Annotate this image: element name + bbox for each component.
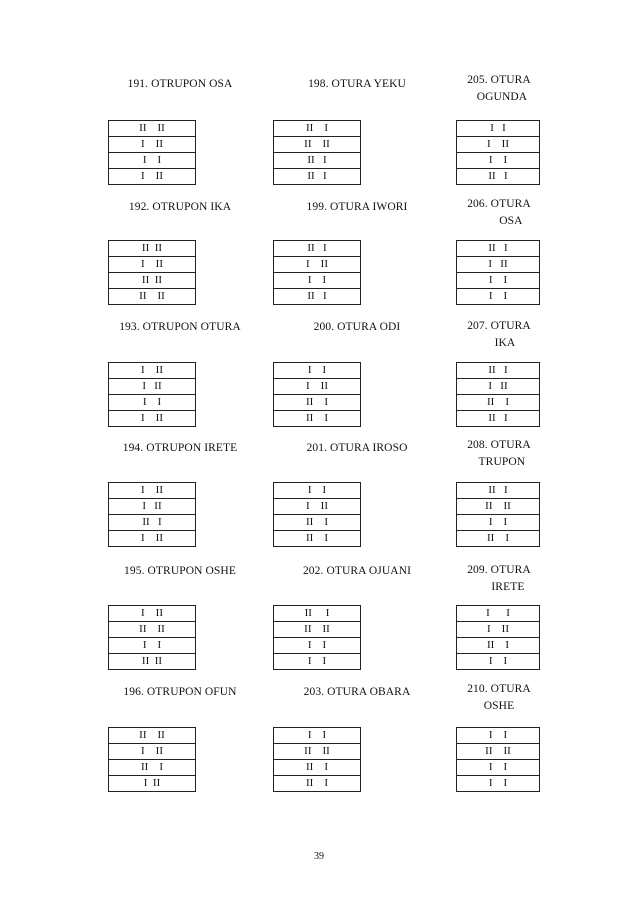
odu-sign-row: [274, 606, 361, 622]
odu-sign-marks: I II: [109, 606, 196, 622]
odu-title: 191. OTRUPON OSA: [127, 78, 233, 90]
odu-sign-row: [457, 137, 540, 153]
odu-sign-row: [457, 289, 540, 305]
odu-sign-marks: II I: [274, 515, 361, 531]
odu-sign-row: [457, 153, 540, 169]
odu-sign-row: [274, 515, 361, 531]
odu-sign-row: [109, 531, 196, 547]
odu-title: 210. OTURA OSHE: [467, 683, 531, 712]
odu-sign-marks: II II: [274, 622, 361, 638]
odu-sign-row: [274, 273, 361, 289]
odu-sign-row: [274, 363, 361, 379]
odu-sign-row: [109, 411, 196, 427]
odu-sign-table: [273, 120, 361, 185]
odu-title: 192. OTRUPON IKA: [128, 201, 232, 213]
odu-sign-marks: II I: [274, 776, 361, 792]
odu-sign-marks: II II: [109, 121, 196, 137]
odu-sign-table: [108, 727, 196, 792]
odu-title: 193. OTRUPON OTURA: [119, 321, 241, 333]
odu-sign-row: [457, 273, 540, 289]
odu-sign-row: [457, 379, 540, 395]
odu-sign-marks: I I: [109, 395, 196, 411]
odu-sign-table: [273, 482, 361, 547]
odu-sign-row: [109, 289, 196, 305]
odu-sign-row: [274, 483, 361, 499]
odu-sign-row: [109, 515, 196, 531]
odu-sign-marks: II I: [457, 241, 540, 257]
odu-sign-marks: I II: [109, 169, 196, 185]
odu-sign-marks: II I: [274, 606, 361, 622]
odu-sign-marks: I II: [109, 776, 196, 792]
odu-sign-marks: II I: [274, 411, 361, 427]
odu-sign-marks: II I: [274, 760, 361, 776]
odu-sign-marks: I I: [274, 363, 361, 379]
odu-sign-marks: II I: [457, 638, 540, 654]
odu-sign-row: [109, 169, 196, 185]
odu-sign-row: [457, 363, 540, 379]
odu-sign-marks: I II: [457, 257, 540, 273]
odu-sign-table: [108, 120, 196, 185]
odu-sign-marks: II I: [274, 289, 361, 305]
odu-sign-table: [108, 362, 196, 427]
odu-sign-row: [457, 728, 540, 744]
odu-sign-marks: II II: [457, 744, 540, 760]
odu-sign-row: [274, 395, 361, 411]
odu-sign-marks: I I: [457, 273, 540, 289]
odu-sign-table: [108, 605, 196, 670]
odu-title: 206. OTURA OSA: [467, 198, 531, 227]
odu-sign-row: [274, 744, 361, 760]
odu-sign-marks: I II: [109, 499, 196, 515]
odu-sign-marks: II I: [109, 760, 196, 776]
odu-sign-marks: I II: [109, 411, 196, 427]
odu-sign-row: [109, 744, 196, 760]
odu-sign-row: [274, 728, 361, 744]
odu-sign-marks: II I: [457, 363, 540, 379]
odu-sign-table: [273, 240, 361, 305]
odu-sign-row: [274, 153, 361, 169]
odu-sign-table: [456, 240, 540, 305]
odu-title: 203. OTURA OBARA: [303, 686, 411, 698]
odu-sign-marks: II I: [457, 395, 540, 411]
odu-sign-row: [109, 379, 196, 395]
odu-sign-row: [457, 760, 540, 776]
odu-sign-marks: I I: [457, 515, 540, 531]
odu-sign-table: [456, 482, 540, 547]
odu-sign-marks: I II: [109, 531, 196, 547]
odu-sign-row: [457, 499, 540, 515]
odu-sign-marks: II II: [274, 744, 361, 760]
odu-sign-table: [108, 482, 196, 547]
odu-sign-row: [109, 606, 196, 622]
odu-title: 200. OTURA ODI: [313, 321, 401, 333]
odu-sign-marks: II II: [109, 241, 196, 257]
odu-sign-row: [274, 289, 361, 305]
odu-sign-row: [457, 515, 540, 531]
odu-sign-marks: II I: [274, 169, 361, 185]
odu-sign-marks: I I: [274, 638, 361, 654]
odu-sign-row: [274, 531, 361, 547]
odu-sign-marks: II I: [109, 515, 196, 531]
odu-sign-row: [274, 241, 361, 257]
odu-sign-row: [274, 638, 361, 654]
odu-title: 195. OTRUPON OSHE: [124, 565, 236, 577]
odu-sign-row: [457, 257, 540, 273]
odu-sign-row: [109, 273, 196, 289]
odu-sign-table: [456, 605, 540, 670]
odu-sign-row: [457, 744, 540, 760]
odu-sign-row: [109, 257, 196, 273]
odu-sign-marks: I II: [109, 257, 196, 273]
odu-sign-marks: II I: [457, 531, 540, 547]
odu-title: 196. OTRUPON OFUN: [123, 686, 237, 698]
odu-sign-row: [109, 153, 196, 169]
odu-sign-row: [274, 169, 361, 185]
odu-title: 209. OTURA IRETE: [467, 564, 531, 593]
odu-sign-row: [457, 169, 540, 185]
odu-sign-row: [109, 241, 196, 257]
odu-sign-marks: I II: [274, 499, 361, 515]
odu-title: 198. OTURA YEKU: [308, 78, 406, 90]
odu-sign-row: [457, 411, 540, 427]
odu-sign-row: [274, 257, 361, 273]
odu-sign-row: [274, 379, 361, 395]
odu-sign-marks: I II: [109, 744, 196, 760]
odu-sign-row: [274, 137, 361, 153]
odu-sign-marks: I I: [274, 728, 361, 744]
odu-sign-row: [274, 411, 361, 427]
odu-sign-marks: I II: [274, 379, 361, 395]
odu-sign-marks: I II: [109, 137, 196, 153]
odu-sign-marks: I I: [274, 273, 361, 289]
odu-sign-row: [109, 776, 196, 792]
odu-sign-row: [109, 137, 196, 153]
odu-sign-marks: I II: [457, 379, 540, 395]
odu-title: 199. OTURA IWORI: [306, 201, 408, 213]
odu-sign-table: [456, 727, 540, 792]
odu-sign-marks: II I: [274, 531, 361, 547]
odu-sign-marks: I I: [457, 760, 540, 776]
odu-sign-table: [273, 362, 361, 427]
odu-sign-marks: II II: [109, 622, 196, 638]
odu-sign-marks: II II: [457, 499, 540, 515]
odu-title: 208. OTURA TRUPON: [467, 439, 531, 468]
odu-sign-row: [109, 654, 196, 670]
odu-sign-row: [457, 638, 540, 654]
odu-sign-marks: I I: [457, 728, 540, 744]
odu-sign-row: [109, 483, 196, 499]
odu-sign-row: [457, 654, 540, 670]
odu-sign-row: [274, 776, 361, 792]
odu-sign-table: [273, 605, 361, 670]
odu-sign-marks: II I: [274, 153, 361, 169]
odu-sign-row: [109, 638, 196, 654]
odu-sign-marks: II II: [109, 289, 196, 305]
odu-sign-row: [457, 241, 540, 257]
odu-sign-row: [457, 622, 540, 638]
odu-sign-row: [457, 531, 540, 547]
odu-sign-row: [457, 776, 540, 792]
odu-sign-marks: I I: [457, 606, 540, 622]
odu-sign-row: [109, 121, 196, 137]
odu-sign-marks: II I: [457, 169, 540, 185]
odu-sign-marks: I II: [457, 137, 540, 153]
odu-sign-row: [274, 622, 361, 638]
odu-sign-row: [457, 395, 540, 411]
odu-title: 201. OTURA IROSO: [306, 442, 408, 454]
odu-sign-marks: I II: [457, 622, 540, 638]
odu-sign-row: [109, 499, 196, 515]
odu-sign-row: [109, 395, 196, 411]
odu-sign-marks: II I: [457, 411, 540, 427]
odu-sign-marks: II II: [109, 728, 196, 744]
odu-sign-marks: I I: [457, 289, 540, 305]
odu-sign-row: [109, 760, 196, 776]
odu-sign-table: [273, 727, 361, 792]
odu-sign-marks: I I: [274, 654, 361, 670]
odu-sign-marks: I II: [274, 257, 361, 273]
odu-sign-marks: II II: [109, 273, 196, 289]
odu-sign-marks: I I: [457, 121, 540, 137]
odu-sign-row: [457, 606, 540, 622]
odu-sign-row: [274, 499, 361, 515]
odu-sign-marks: II II: [274, 137, 361, 153]
odu-sign-row: [109, 622, 196, 638]
odu-sign-marks: I I: [457, 654, 540, 670]
page-number: 39: [314, 851, 324, 862]
odu-sign-table: [108, 240, 196, 305]
odu-sign-row: [457, 483, 540, 499]
odu-sign-marks: I I: [274, 483, 361, 499]
odu-sign-marks: I II: [109, 379, 196, 395]
odu-sign-row: [457, 121, 540, 137]
odu-sign-row: [109, 363, 196, 379]
odu-sign-table: [456, 362, 540, 427]
odu-sign-table: [456, 120, 540, 185]
odu-title: 207. OTURA IKA: [467, 320, 531, 349]
odu-sign-marks: II II: [109, 654, 196, 670]
odu-sign-marks: I II: [109, 363, 196, 379]
odu-sign-marks: I I: [457, 153, 540, 169]
odu-sign-marks: I II: [109, 483, 196, 499]
odu-sign-marks: I I: [457, 776, 540, 792]
odu-sign-marks: I I: [109, 153, 196, 169]
odu-sign-marks: I I: [109, 638, 196, 654]
odu-sign-marks: II I: [274, 241, 361, 257]
odu-sign-row: [274, 760, 361, 776]
odu-sign-row: [274, 654, 361, 670]
odu-sign-row: [109, 728, 196, 744]
odu-title: 205. OTURA OGUNDA: [467, 74, 531, 103]
odu-sign-marks: II I: [274, 121, 361, 137]
odu-sign-marks: II I: [457, 483, 540, 499]
odu-sign-marks: II I: [274, 395, 361, 411]
odu-title: 202. OTURA OJUANI: [302, 565, 412, 577]
odu-title: 194. OTRUPON IRETE: [122, 442, 238, 454]
odu-sign-row: [274, 121, 361, 137]
